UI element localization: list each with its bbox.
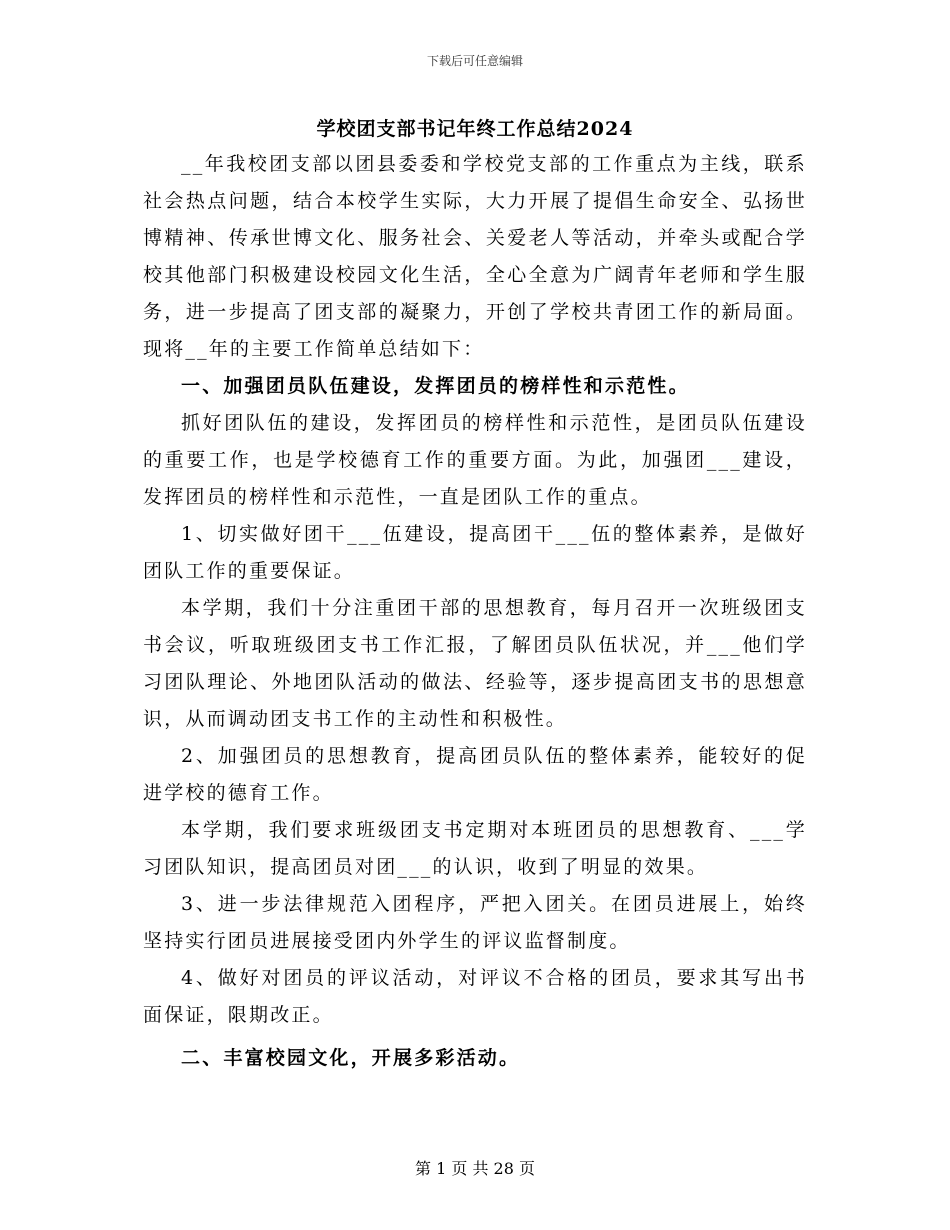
body-paragraph: 本学期，我们十分注重团干部的思想教育，每月召开一次班级团支书会议，听取班级团支书工作汇报，了解团员队伍状况，并___他们学习团队理论、外地团队活动的做法、经验等，逐步提高团支书的思想意识，从而调动团支书工作的主动性和积极性。 <box>143 597 807 730</box>
body-paragraph: 本学期，我们要求班级团支书定期对本班团员的思想教育、___学习团队知识，提高团员对团___的认识，收到了明显的效果。 <box>143 819 807 878</box>
numbered-item-2: 2、加强团员的思想教育，提高团员队伍的整体素养，能较好的促进学校的德育工作。 <box>143 745 807 804</box>
document-body <box>143 146 807 1077</box>
page-header-note: 下载后可任意编辑 <box>426 54 523 68</box>
body-paragraph: 抓好团队伍的建设，发挥团员的榜样性和示范性，是团员队伍建设的重要工作，也是学校德育工作的重要方面。为此，加强团___建设，发挥团员的榜样性和示范性，一直是团队工作的重点。 <box>143 412 807 508</box>
document-title: 学校团支部书记年终工作总结2024 <box>316 118 634 140</box>
numbered-item-3: 3、进一步法律规范入团程序，严把入团关。在团员进展上，始终坚持实行团员进展接受团内外学生的评议监督制度。 <box>143 893 807 952</box>
numbered-item-1: 1、切实做好团干___伍建设，提高团干___伍的整体素养，是做好团队工作的重要保证。 <box>143 523 807 582</box>
section-heading-2: 二、丰富校园文化，开展多彩活动。 <box>181 1047 521 1069</box>
section-heading-1: 一、加强团员队伍建设，发挥团员的榜样性和示范性。 <box>181 375 690 397</box>
page-number: 第 1 页 共 28 页 <box>415 1159 535 1178</box>
intro-paragraph: __年我校团支部以团县委委和学校党支部的工作重点为主线，联系社会热点问题，结合本校学生实际，大力开展了提倡生命安全、弘扬世博精神、传承世博文化、服务社会、关爱老人等活动，并牵头或配合学校其他部门积极建设校园文化生活，全心全意为广阔青年老师和学生服务，进一步提高了团支部的凝聚力，开创了学校共青团工作的新局面。现将__年的主要工作简单总结如下： <box>143 153 807 360</box>
numbered-item-4: 4、做好对团员的评议活动，对评议不合格的团员，要求其写出书面保证，限期改正。 <box>143 967 807 1026</box>
